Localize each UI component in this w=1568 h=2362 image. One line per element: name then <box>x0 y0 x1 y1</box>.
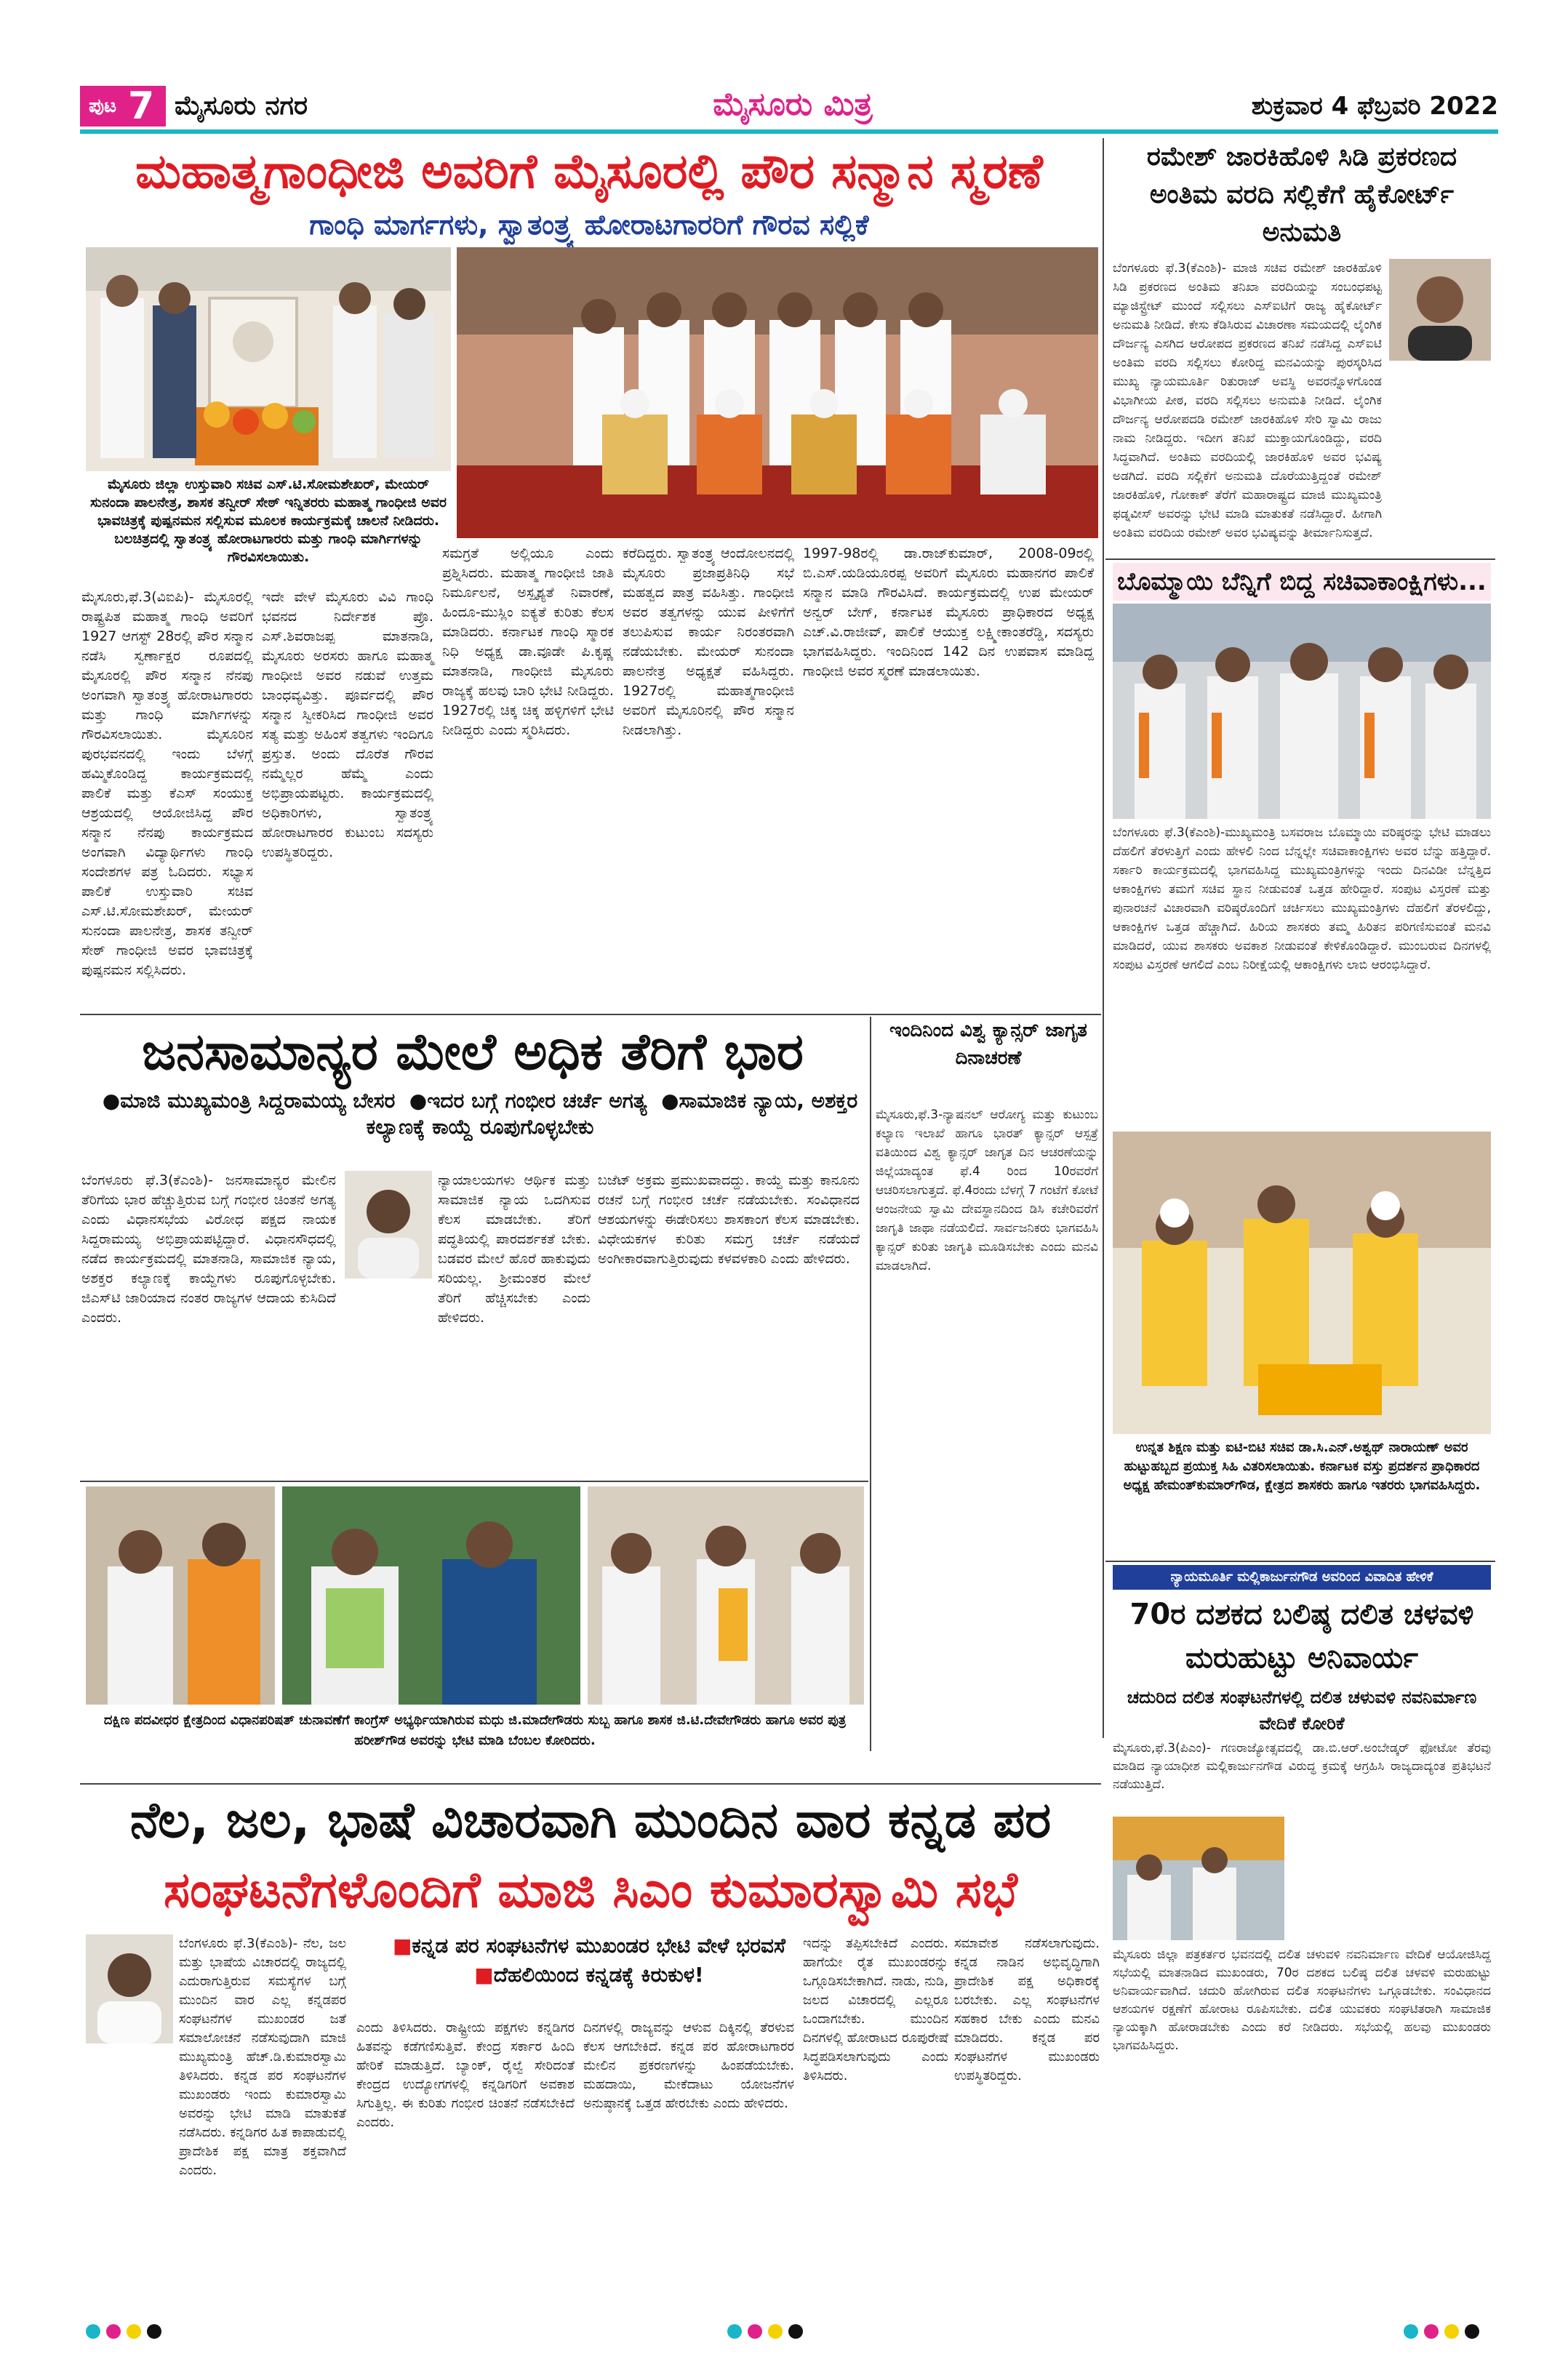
section-divider <box>80 1783 1101 1785</box>
story-rj-body: ಬೆಂಗಳೂರು ಫೆ.3(ಕೆಎಂಶಿ)- ಮಾಜಿ ಸಚಿವ ರಮೇಶ್ ಜಾರಕಿಹೊಳಿ ಸಿಡಿ ಪ್ರಕರಣದ ಅಂತಿಮ ತನಿಖಾ ವರದಿಯನ್ನು ಸಂಬಂಧಪಟ್ಟ ಮ್ಯಾಜಿಸ್ಟ್ರೇಟ್ ಮುಂದೆ ಸಲ್ಲಿಸಲು ಎಸ್‌ಐಟಿಗೆ ರಾಜ್ಯ ಹೈಕೋರ್ಟ್ ಅನುಮತಿ ನೀಡಿದೆ. ಕೇಸು ಕೆಡಿಸಿರುವ ವಿಚಾರಣಾ ಸಮಯದಲ್ಲಿ ಲೈಂಗಿಕ ದೌರ್ಜನ್ಯ ಎಸಗಿದ ಆರೋಪದ ಪ್ರಕರಣದ ತನಿಖೆ ನಡೆಸಿದ್ದ ಎಸ್‌ಐಟಿ ಅಂತಿಮ ವರದಿ ಸಲ್ಲಿಸಲು ಕೋರಿದ್ದ ಮನವಿಯನ್ನು ಪುರಸ್ಕರಿಸಿದ ಮುಖ್ಯ ನ್ಯಾಯಮೂರ್ತಿ ರಿತುರಾಜ್ ಅವಸ್ಥಿ ಅವರನ್ನೊಳಗೊಂಡ ವಿಭಾಗೀಯ ಪೀಠ, ವರದಿ ಸಲ್ಲಿಸಲು ಅನುಮತಿ ನೀಡಿದೆ. ಲೈಂಗಿಕ ದೌರ್ಜನ್ಯ ಆರೋಪದಡಿ ರಮೇಶ್ ಜಾರಕಿಹೊಳಿ ಸೇರಿ ಸ್ವಾಮಿ ರಾಜು ನಾಮ ನೀಡಿದ್ದರು. ಇದೀಗ ತನಿಖೆ ಮುಕ್ತಾಯಗೊಂಡಿದ್ದು, ವರದಿ ಸಿದ್ಧವಾಗಿದೆ. ಅಂತಿಮ ವರದಿಯಲ್ಲಿ ಜಾರಕಿಹೊಳಿ ಅವರ ಭವಿಷ್ಯ ಅಡಗಿದೆ. ವರದಿ ಸಲ್ಲಿಕೆಗೆ ಅನುಮತಿ ದೊರೆಯುತ್ತಿದ್ದಂತೆ ರಮೇಶ್ ಜಾರಕಿಹೊಳಿ, ಗೋಕಾಕ್ ತೆರೆಗೆ ಮಹಾರಾಷ್ಟ್ರದ ಮಾಜಿ ಮುಖ್ಯಮಂತ್ರಿ ಫಡ್ನವೀಸ್ ಅವರನ್ನು ಭೇಟಿ ಮಾಡಿ ಮಾತುಕತೆ ನಡೆಸಿದ್ದಾರೆ. ಹೀಗಾಗಿ ಅಂತಿಮ ವರದಿಯ ರಮೇಶ್ ಅವರ ಭವಿಷ್ಯವನ್ನು ತೀರ್ಮಾನಿಸುತ್ತದೆ. <box>1113 261 1382 540</box>
story-cancer-body: ಮೈಸೂರು,ಫೆ.3-ನ್ಯಾಷನಲ್ ಆರೋಗ್ಯ ಮತ್ತು ಕುಟುಂಬ ಕಲ್ಯಾಣ ಇಲಾಖೆ ಹಾಗೂ ಭಾರತ್ ಕ್ಯಾನ್ಸರ್ ಆಸ್ಪತ್ರೆ ವತಿಯಿಂದ ವಿಶ್ವ ಕ್ಯಾನ್ಸರ್ ಜಾಗೃತ ದಿನ ಆಚರಣೆಯನ್ನು ಜಿಲ್ಲೆಯಾದ್ಯಂತ ಫೆ.4 ರಿಂದ 10ರವರೆಗೆ ಆಚರಿಸಲಾಗುತ್ತದೆ. ಫೆ.4ರಂದು ಬೆಳಗ್ಗೆ 7 ಗಂಟೆಗೆ ಕೋಟೆ ಆಂಜನೇಯ ಸ್ವಾಮಿ ದೇವಸ್ಥಾನದಿಂದ ಡಿಸಿ ಕಚೇರಿವರೆಗೆ ಜಾಗೃತಿ ಜಾಥಾ ನಡೆಯಲಿದೆ. ಸಾರ್ವಜನಿಕರು ಭಾಗವಹಿಸಿ ಕ್ಯಾನ್ಸರ್ ಕುರಿತು ಜಾಗೃತಿ ಮೂಡಿಸಬೇಕು ಎಂದು ಮನವಿ ಮಾಡಲಾಗಿದೆ. <box>876 1108 1098 1273</box>
story-cancer-headline: ಇಂದಿನಿಂದ ವಿಶ್ವ ಕ್ಯಾನ್ಸರ್ ಜಾಗೃತ ದಿನಾಚರಣೆ <box>889 1020 1087 1069</box>
story-bommai-headline: ಬೊಮ್ಮಾಯಿ ಬೆನ್ನಿಗೆ ಬಿದ್ದ ಸಚಿವಾಕಾಂಕ್ಷಿಗಳು... <box>1113 563 1491 601</box>
story-bommai-body: ಬೆಂಗಳೂರು ಫೆ.3(ಕೆಎಂಶಿ)-ಮುಖ್ಯಮಂತ್ರಿ ಬಸವರಾಜ ಬೊಮ್ಮಾಯಿ ವರಿಷ್ಠರನ್ನು ಭೇಟಿ ಮಾಡಲು ದೆಹಲಿಗೆ ತೆರಳುತ್ತಿಗೆ ಎಂದು ಹೇಳಲಿ ನಿಂದ ಬೆನ್ನಲ್ಲೇ ಸಚಿವಾಕಾಂಕ್ಷಿಗಳು ಅವರ ಬೆನ್ನು ಹತ್ತಿದ್ದಾರೆ. ಸರ್ಕಾರಿ ಕಾರ್ಯಕ್ರಮದಲ್ಲಿ ಭಾಗವಹಿಸಿದ್ದ ಮುಖ್ಯಮಂತ್ರಿಗಳನ್ನು ಇಂದು ದಿನವಿಡೀ ಬೆನ್ನತ್ತಿದ ಆಕಾಂಕ್ಷಿಗಳು ತಮಗೆ ಸಚಿವ ಸ್ಥಾನ ನೀಡುವಂತೆ ಒತ್ತಡ ಹೇರಿದ್ದಾರೆ. ಸಂಪುಟ ವಿಸ್ತರಣೆ ಮತ್ತು ಪುನಾರಚನೆ ವಿಚಾರವಾಗಿ ವರಿಷ್ಠರೊಂದಿಗೆ ಚರ್ಚಿಸಲು ಮುಖ್ಯಮಂತ್ರಿಗಳು ದೆಹಲಿಗೆ ತೆರಳಲಿದ್ದು, ಆಕಾಂಕ್ಷಿಗಳ ಒತ್ತಡ ಹೆಚ್ಚಾಗಿದೆ. ಹಿರಿಯ ಶಾಸಕರು ತಮ್ಮ ಹಿರಿತನ ಪರಿಗಣಿಸುವಂತೆ ಮನವಿ ಮಾಡಿದರೆ, ಯುವ ಶಾಸಕರು ಅವಕಾಶ ನೀಡುವಂತೆ ಕೇಳಿಕೊಂಡಿದ್ದಾರೆ. ಮುಂಬರುವ ದಿನಗಳಲ್ಲಿ ಸಂಪುಟ ವಿಸ್ತರಣೆ ಆಗಲಿದೆ ಎಂಬ ನಿರೀಕ್ಷೆಯಲ್ಲಿ ಆಕಾಂಕ್ಷಿಗಳು ಲಾಬಿ ಆರಂಭಿಸಿದ್ದಾರೆ. <box>1113 825 1491 972</box>
print-registration-marks <box>86 2324 173 2342</box>
story-sidd-bullet1: ಮಾಜಿ ಮುಖ್ಯಮಂತ್ರಿ ಸಿದ್ದರಾಮಯ್ಯ ಬೇಸರ <box>120 1089 396 1113</box>
newspaper-logo: ಮೈಸೂರು ಮಿತ್ರ <box>713 86 873 123</box>
madhu-madegowda-photo-1 <box>86 1486 275 1705</box>
story-sidd-bullet2: ಇದರ ಬಗ್ಗೆ ಗಂಭೀರ ಚರ್ಚೆ ಅಗತ್ಯ <box>427 1089 647 1113</box>
story-rj-body-cont <box>1113 372 1491 554</box>
story1-col2: ಇದೇ ವೇಳೆ ಮೈಸೂರು ವಿವಿ ಗಾಂಧಿ ಭವನದ ನಿರ್ದೇಶಕ ಪ್ರೊ. ಎಸ್.ಶಿವರಾಜಪ್ಪ ಮಾತನಾಡಿ, ಮೈಸೂರು ಅರಸರು ಹಾಗೂ ಮಹಾತ್ಮ ಗಾಂಧೀಜಿ ಅವರ ನಡುವೆ ಉತ್ತಮ ಬಾಂಧವ್ಯವಿತ್ತು. ಪೂರ್ವದಲ್ಲಿ ಪೌರ ಸನ್ಮಾನ ಸ್ವೀಕರಿಸಿದ ಗಾಂಧೀಜಿ ಅವರ ಸತ್ಯ ಮತ್ತು ಅಹಿಂಸೆ ತತ್ವಗಳು ಇಂದಿಗೂ ಪ್ರಸ್ತುತ. ಅಂದು ದೊರೆತ ಗೌರವ ನಮ್ಮೆಲ್ಲರ ಹೆಮ್ಮೆ ಎಂದು ಅಭಿಪ್ರಾಯಪಟ್ಟರು. ಕಾರ್ಯಕ್ರಮದಲ್ಲಿ ಅಧಿಕಾರಿಗಳು, ಸ್ವಾತಂತ್ರ್ಯ ಹೋರಾಟಗಾರರ ಕುಟುಂಬ ಸದಸ್ಯರು ಉಪಸ್ಥಿತರಿದ್ದರು. <box>262 589 433 860</box>
gandhi-tribute-photo <box>86 247 451 471</box>
dalit-meeting-photo <box>1113 1817 1284 1940</box>
story-hdk-headline2: ಸಂಘಟನೆಗಳೊಂದಿಗೆ ಮಾಜಿ ಸಿಎಂ ಕುಮಾರಸ್ವಾಮಿ ಸಭೆ <box>164 1862 1017 1919</box>
story-70-kicker: ನ್ಯಾಯಮೂರ್ತಿ ಮಲ್ಲಿಕಾರ್ಜುನಗೌಡ ಅವರಿಂದ ವಿವಾದಿತ ಹೇಳಿಕೆ <box>1113 1565 1491 1590</box>
story1-photo-caption: ಮೈಸೂರು ಜಿಲ್ಲಾ ಉಸ್ತುವಾರಿ ಸಚಿವ ಎಸ್.ಟಿ.ಸೋಮಶೇಖರ್, ಮೇಯರ್ ಸುನಂದಾ ಪಾಲನೇತ್ರ, ಶಾಸಕ ತನ್ವೀರ್ ಸೇಠ್ ಇನ್ನಿತರರು ಮಹಾತ್ಮ ಗಾಂಧೀಜಿ ಅವರ ಭಾವಚಿತ್ರಕ್ಕೆ ಪುಷ್ಪನಮನ ಸಲ್ಲಿಸುವ ಮೂಲಕ ಕಾರ್ಯಕ್ರಮಕ್ಕೆ ಚಾಲನೆ ನೀಡಿದರು. ಬಲಚಿತ್ರದಲ್ಲಿ ಸ್ವಾತಂತ್ರ್ಯ ಹೋರಾಟಗಾರರು ಮತ್ತು ಗಾಂಧಿ ಮಾರ್ಗಿಗಳನ್ನು ಗೌರವಿಸಲಾಯಿತು. <box>89 476 447 565</box>
story-70-subhead: ಚದುರಿದ ದಲಿತ ಸಂಘಟನೆಗಳಲ್ಲಿ ದಲಿತ ಚಳುವಳಿ ನವನಿರ್ಮಾಣ ವೇದಿಕೆ ಕೋರಿಕೆ <box>1127 1687 1477 1734</box>
section-divider <box>1105 559 1495 560</box>
bullet-icon: ■ <box>392 1934 412 1958</box>
story-70-body2: ಮೈಸೂರು ಜಿಲ್ಲಾ ಪತ್ರಕರ್ತರ ಭವನದಲ್ಲಿ ದಲಿತ ಚಳುವಳಿ ನವನಿರ್ಮಾಣ ವೇದಿಕೆ ಆಯೋಜಿಸಿದ್ದ ಸಭೆಯಲ್ಲಿ ಮಾತನಾಡಿದ ಮುಖಂಡರು, 70ರ ದಶಕದ ಬಲಿಷ್ಠ ದಲಿತ ಚಳವಳಿ ಮರುಹುಟ್ಟು ಅನಿವಾರ್ಯವಾಗಿದೆ. ಚದುರಿ ಹೋಗಿರುವ ದಲಿತ ಸಂಘಟನೆಗಳು ಒಗ್ಗೂಡಬೇಕು. ಸಂವಿಧಾನದ ಆಶಯಗಳ ರಕ್ಷಣೆಗೆ ಹೋರಾಟ ರೂಪಿಸಬೇಕು. ದಲಿತ ಯುವಕರು ಸಂಘಟಿತರಾಗಿ ಸಾಮಾಜಿಕ ನ್ಯಾಯಕ್ಕಾಗಿ ಹೋರಾಡಬೇಕು ಎಂದು ಕರೆ ನೀಡಿದರು. ಸಭೆಯಲ್ಲಿ ಹಲವು ಮುಖಂಡರು ಭಾಗವಹಿಸಿದ್ದರು. <box>1113 1947 1491 2053</box>
story-hdk-bullets <box>356 1931 822 2013</box>
story-rj-headline: ರಮೇಶ್ ಜಾರಕಿಹೊಳಿ ಸಿಡಿ ಪ್ರಕರಣದ ಅಂತಿಮ ವರದಿ ಸಲ್ಲಿಕೆಗೆ ಹೈಕೋರ್ಟ್ ಅನುಮತಿ <box>1146 142 1457 247</box>
section-divider <box>80 1014 1101 1015</box>
story-hdk-bullet1: ಕನ್ನಡ ಪರ ಸಂಘಟನೆಗಳ ಮುಖಂಡರ ಭೇಟಿ ವೇಳೆ ಭರವಸೆ <box>412 1934 786 1958</box>
story1-col4: ಕರೆದಿದ್ದರು. ಸ್ವಾತಂತ್ರ್ಯ ಆಂದೋಲನದಲ್ಲಿ ಮೈಸೂರು ಪ್ರಜಾಪ್ರತಿನಿಧಿ ಸಭೆ ಮಹತ್ವದ ಪಾತ್ರ ವಹಿಸಿತ್ತು. ಗಾಂಧೀಜಿ ಅವರ ತತ್ವಗಳನ್ನು ಯುವ ಪೀಳಿಗೆಗೆ ತಲುಪಿಸುವ ಕಾರ್ಯ ನಿರಂತರವಾಗಿ ನಡೆಯಬೇಕು. ಮೇಯರ್ ಸುನಂದಾ ಪಾಲನೇತ್ರ ಅಧ್ಯಕ್ಷತೆ ವಹಿಸಿದ್ದರು. 1927ರಲ್ಲಿ ಮಹಾತ್ಮಗಾಂಧೀಜಿ ಅವರಿಗೆ ಮೈಸೂರಿನಲ್ಲಿ ಪೌರ ಸನ್ಮಾನ ನೀಡಲಾಗಿತ್ತು. <box>623 545 794 738</box>
story-sidd-bullet3: ಸಾಮಾಜಿಕ ನ್ಯಾಯ, ಅಶಕ್ತರ ಕಲ್ಯಾಣಕ್ಕೆ ಕಾಯ್ದೆ ರೂಪುಗೊಳ್ಳಬೇಕು <box>366 1089 858 1139</box>
story1-headline: ಮಹಾತ್ಮಗಾಂಧೀಜಿ ಅವರಿಗೆ ಮೈಸೂರಲ್ಲಿ ಪೌರ ಸನ್ಮಾನ ಸ್ಮರಣೆ <box>135 143 1043 199</box>
madhu-madegowda-photo-2 <box>282 1486 580 1705</box>
story-sidd-col1: ಬೆಂಗಳೂರು ಫೆ.3(ಕೆಎಂಶಿ)- ಜನಸಾಮಾನ್ಯರ ಮೇಲಿನ ತೆರಿಗೆಯ ಭಾರ ಹೆಚ್ಚುತ್ತಿರುವ ಬಗ್ಗೆ ಗಂಭೀರ ಚಿಂತನೆ ಅಗತ್ಯ ಎಂದು ವಿಧಾನಸಭೆಯ ವಿರೋಧ ಪಕ್ಷದ ನಾಯಕ ಸಿದ್ದರಾಮಯ್ಯ ಅಭಿಪ್ರಾಯಪಟ್ಟಿದ್ದಾರೆ. ವಿಧಾನಸೌಧದಲ್ಲಿ ನಡೆದ ಕಾರ್ಯಕ್ರಮದಲ್ಲಿ ಮಾತನಾಡಿ, ಸಾಮಾಜಿಕ ನ್ಯಾಯ, ಅಶಕ್ತರ ಕಲ್ಯಾಣಕ್ಕೆ ಕಾಯ್ದೆಗಳು ರೂಪುಗೊಳ್ಳಬೇಕು. ಜಿಎಸ್‌ಟಿ ಜಾರಿಯಾದ ನಂತರ ರಾಜ್ಯಗಳ ಆದಾಯ ಕುಸಿದಿದೆ ಎಂದರು. <box>81 1172 336 1326</box>
page-number: 7 <box>128 84 155 128</box>
story-hdk-col2: ಎಂದು ತಿಳಿಸಿದರು. ರಾಷ್ಟ್ರೀಯ ಪಕ್ಷಗಳು ಕನ್ನಡಿಗರ ಹಿತವನ್ನು ಕಡೆಗಣಿಸುತ್ತಿವೆ. ಕೇಂದ್ರ ಸರ್ಕಾರ ಹಿಂದಿ ಹೇರಿಕೆ ಮಾಡುತ್ತಿದೆ. ಬ್ಯಾಂಕ್, ರೈಲ್ವೆ ಸೇರಿದಂತೆ ಕೇಂದ್ರದ ಉದ್ಯೋಗಗಳಲ್ಲಿ ಕನ್ನಡಿಗರಿಗೆ ಅವಕಾಶ ಸಿಗುತ್ತಿಲ್ಲ. ಈ ಕುರಿತು ಗಂಭೀರ ಚಿಂತನೆ ನಡೆಸಬೇಕಿದೆ ಎಂದರು. <box>356 2020 575 2130</box>
bommai-aspirants-photo <box>1113 604 1491 819</box>
bullet-icon: ● <box>102 1089 121 1113</box>
story-70-headline: 70ರ ದಶಕದ ಬಲಿಷ್ಠ ದಲಿತ ಚಳವಳಿ ಮರುಹುಟ್ಟು ಅನಿವಾರ್ಯ <box>1129 1598 1474 1675</box>
right-photo-caption: ಉನ್ನತ ಶಿಕ್ಷಣ ಮತ್ತು ಐಟಿ-ಬಿಟಿ ಸಚಿವ ಡಾ.ಸಿ.ಎನ್.ಅಶ್ವಥ್ ನಾರಾಯಣ್ ಅವರ ಹುಟ್ಟುಹಬ್ಬದ ಪ್ರಯುಕ್ತ ಸಿಹಿ ವಿತರಿಸಲಾಯಿತು. ಕರ್ನಾಟಕ ವಸ್ತು ಪ್ರದರ್ಶನ ಪ್ರಾಧಿಕಾರದ ಅಧ್ಯಕ್ಷ ಹೇಮಂತ್‌ಕುಮಾರ್‌ಗೌಡ, ಕ್ಷೇತ್ರದ ಶಾಸಕರು ಹಾಗೂ ಇತರರು ಭಾಗವಹಿಸಿದ್ದರು. <box>1123 1440 1481 1493</box>
column-divider <box>870 1017 871 1751</box>
left-photo-caption: ದಕ್ಷಿಣ ಪದವೀಧರ ಕ್ಷೇತ್ರದಿಂದ ವಿಧಾನಪರಿಷತ್ ಚುನಾವಣೆಗೆ ಕಾಂಗ್ರೆಸ್ ಅಭ್ಯರ್ಥಿಯಾಗಿರುವ ಮಧು ಜಿ.ಮಾದೇಗೌಡರು ಸುಬ್ಬ ಹಾಗೂ ಶಾಸಕ ಜಿ.ಟಿ.ದೇವೇಗೌಡರು ಹಾಗೂ ಅವರ ಪುತ್ರ ಹರೀಶ್‌ಗೌಡ ಅವರನ್ನು ಭೇಟಿ ಮಾಡಿ ಬೆಂಬಲ ಕೋರಿದರು. <box>103 1713 847 1748</box>
story-sidd-headline: ಜನಸಾಮಾನ್ಯರ ಮೇಲೆ ಅಧಿಕ ತೆರಿಗೆ ಭಾರ <box>142 1022 804 1081</box>
page-label: ಪುಟ <box>89 95 117 117</box>
story-70-body1: ಮೈಸೂರು,ಫೆ.3(ಪಿಎಂ)- ಗಣರಾಜ್ಯೋತ್ಸವದಲ್ಲಿ ಡಾ.ಬಿ.ಆರ್.ಅಂಬೇಡ್ಕರ್ ಫೋಟೋ ತೆರವು ಮಾಡಿದ ನ್ಯಾಯಾಧೀಶ ಮಲ್ಲಿಕಾರ್ಜುನಗೌಡ ವಿರುದ್ಧ ಕ್ರಮಕ್ಕೆ ಆಗ್ರಹಿಸಿ ರಾಜ್ಯದಾದ್ಯಂತ ಪ್ರತಿಭಟನೆ ನಡೆಯುತ್ತಿದೆ. <box>1113 1741 1491 1792</box>
masthead-rule <box>80 129 1498 134</box>
section-title: ಮೈಸೂರು ನಗರ <box>175 91 308 121</box>
story-hdk-col4: ಇದನ್ನು ತಪ್ಪಿಸಬೇಕಿದೆ ಎಂದರು. ಹಾಗೆಯೇ ರೈತ ಮುಖಂಡರನ್ನು ಒಗ್ಗೂಡಿಸಬೇಕಾಗಿದೆ. ನಾಡು, ನುಡಿ, ಜಲದ ವಿಚಾರದಲ್ಲಿ ಎಲ್ಲರೂ ಒಂದಾಗಬೇಕು. ಮುಂದಿನ ದಿನಗಳಲ್ಲಿ ಹೋರಾಟದ ರೂಪುರೇಷೆ ಸಿದ್ಧಪಡಿಸಲಾಗುವುದು ಎಂದು ತಿಳಿಸಿದರು. <box>803 1936 948 2083</box>
column-divider <box>1103 138 1104 1738</box>
siddaramaiah-photo <box>345 1171 432 1278</box>
story-hdk-col3: ದಿನಗಳಲ್ಲಿ ರಾಜ್ಯವನ್ನು ಆಳುವ ದಿಕ್ಕಿನಲ್ಲಿ ತೆರಳುವ ಕೆಲಸ ಆಗಬೇಕಿದೆ. ಕನ್ನಡ ಪರ ಹೋರಾಟಗಾರರ ಮೇಲಿನ ಪ್ರಕರಣಗಳನ್ನು ಹಿಂಪಡೆಯಬೇಕು. ಮಹದಾಯಿ, ಮೇಕೆದಾಟು ಯೋಜನೆಗಳ ಅನುಷ್ಠಾನಕ್ಕೆ ಒತ್ತಡ ಹೇರಬೇಕು ಎಂದು ಹೇಳಿದರು. <box>583 2020 794 2111</box>
cancer-awareness-photo <box>1113 1132 1491 1434</box>
story-sidd-col3: ಬಜೆಟ್ ಅಕ್ರಮ ಪ್ರಮುಖವಾದದ್ದು. ಕಾಯ್ದೆ ಮತ್ತು ಕಾನೂನು ರಚನೆ ಬಗ್ಗೆ ಗಂಭೀರ ಚರ್ಚೆ ನಡೆಯಬೇಕು. ಸಂವಿಧಾನದ ಆಶಯಗಳನ್ನು ಈಡೇರಿಸಲು ಶಾಸಕಾಂಗ ಕೆಲಸ ಮಾಡಬೇಕು. ವಿಧೇಯಕಗಳ ಕುರಿತು ಸಮಗ್ರ ಚರ್ಚೆ ನಡೆಯದೆ ಅಂಗೀಕಾರವಾಗುತ್ತಿರುವುದು ಕಳವಳಕಾರಿ ಎಂದು ಹೇಳಿದರು. <box>598 1172 860 1267</box>
kumaraswamy-photo <box>86 1934 173 2043</box>
story-hdk-headline1: ನೆಲ, ಜಲ, ಭಾಷೆ ವಿಚಾರವಾಗಿ ಮುಂದಿನ ವಾರ ಕನ್ನಡ ಪರ <box>129 1792 1052 1849</box>
story-sidd-bullets <box>95 1088 865 1168</box>
story-hdk-bullet2: ದೆಹಲಿಯಿಂದ ಕನ್ನಡಕ್ಕೆ ಕಿರುಕುಳ! <box>493 1963 704 1987</box>
print-registration-marks <box>727 2324 815 2342</box>
issue-date: ಶುಕ್ರವಾರ 4 ಫೆಬ್ರವರಿ 2022 <box>1251 92 1498 121</box>
story-hdk-col5: ಸಮಾವೇಶ ನಡೆಸಲಾಗುವುದು. ಕನ್ನಡ ನಾಡಿನ ಅಭಿವೃದ್ಧಿಗಾಗಿ ಪ್ರಾದೇಶಿಕ ಪಕ್ಷ ಅಧಿಕಾರಕ್ಕೆ ಬರಬೇಕು. ಎಲ್ಲ ಸಂಘಟನೆಗಳ ಸಹಕಾರ ಬೇಕು ಎಂದು ಮನವಿ ಮಾಡಿದರು. ಕನ್ನಡ ಪರ ಸಂಘಟನೆಗಳ ಮುಖಂಡರು ಉಪಸ್ಥಿತರಿದ್ದರು. <box>954 1936 1100 2083</box>
bullet-icon: ● <box>409 1089 428 1113</box>
bullet-icon: ● <box>661 1089 679 1113</box>
section-divider <box>80 1481 868 1482</box>
bullet-icon: ■ <box>474 1963 494 1987</box>
section-divider <box>1105 1561 1495 1562</box>
print-registration-marks <box>1404 2324 1491 2342</box>
story-hdk-col1: ಬೆಂಗಳೂರು ಫೆ.3(ಕೆಎಂಶಿ)- ನೆಲ, ಜಲ ಮತ್ತು ಭಾಷೆಯ ವಿಚಾರದಲ್ಲಿ ರಾಜ್ಯದಲ್ಲಿ ಎದುರಾಗುತ್ತಿರುವ ಸಮಸ್ಯೆಗಳ ಬಗ್ಗೆ ಮುಂದಿನ ವಾರ ಎಲ್ಲ ಕನ್ನಡಪರ ಸಂಘಟನೆಗಳ ಮುಖಂಡರ ಜತೆ ಸಮಾಲೋಚನೆ ನಡೆಸುವುದಾಗಿ ಮಾಜಿ ಮುಖ್ಯಮಂತ್ರಿ ಹೆಚ್.ಡಿ.ಕುಮಾರಸ್ವಾಮಿ ತಿಳಿಸಿದರು. ಕನ್ನಡ ಪರ ಸಂಘಟನೆಗಳ ಮುಖಂಡರು ಇಂದು ಕುಮಾರಸ್ವಾಮಿ ಅವರನ್ನು ಭೇಟಿ ಮಾಡಿ ಮಾತುಕತೆ ನಡೆಸಿದರು. ಕನ್ನಡಿಗರ ಹಿತ ಕಾಪಾಡುವಲ್ಲಿ ಪ್ರಾದೇಶಿಕ ಪಕ್ಷ ಮಾತ್ರ ಶಕ್ತವಾಗಿದೆ ಎಂದರು. <box>179 1936 346 2178</box>
ramesh-jarkiholi-photo <box>1389 259 1491 361</box>
madhu-madegowda-photo-3 <box>588 1486 864 1705</box>
story1-col3: ಸಮಗ್ರತೆ ಅಲ್ಲಿಯೂ ಎಂದು ಪ್ರಶ್ನಿಸಿದರು. ಮಹಾತ್ಮ ಗಾಂಧೀಜಿ ಜಾತಿ ನಿರ್ಮೂಲನೆ, ಅಸ್ಪೃಶ್ಯತೆ ನಿವಾರಣೆ, ಹಿಂದೂ-ಮುಸ್ಲಿಂ ಐಕ್ಯತೆ ಕುರಿತು ಕೆಲಸ ಮಾಡಿದರು. ಕರ್ನಾಟಕ ಗಾಂಧಿ ಸ್ಮಾರಕ ನಿಧಿ ಅಧ್ಯಕ್ಷ ಡಾ.ವೂಡೇ ಪಿ.ಕೃಷ್ಣ ಮಾತನಾಡಿ, ಗಾಂಧೀಜಿ ಮೈಸೂರು ರಾಜ್ಯಕ್ಕೆ ಹಲವು ಬಾರಿ ಭೇಟಿ ನೀಡಿದ್ದರು. 1927ರಲ್ಲಿ ಚಿಕ್ಕ ಚಿಕ್ಕ ಹಳ್ಳಿಗಳಿಗೆ ಭೇಟಿ ನೀಡಿದ್ದರು ಎಂದು ಸ್ಮರಿಸಿದರು. <box>442 545 614 738</box>
story1-subhead: ಗಾಂಧಿ ಮಾರ್ಗಗಳು, ಸ್ವಾತಂತ್ರ್ಯ ಹೋರಾಟಗಾರರಿಗೆ ಗೌರವ ಸಲ್ಲಿಕೆ <box>309 209 869 241</box>
story-sidd-col2: ನ್ಯಾಯಾಲಯಗಳು ಆರ್ಥಿಕ ಮತ್ತು ಸಾಮಾಜಿಕ ನ್ಯಾಯ ಒದಗಿಸುವ ಕೆಲಸ ಮಾಡಬೇಕು. ತೆರಿಗೆ ಪದ್ಧತಿಯಲ್ಲಿ ಪಾರದರ್ಶಕತೆ ಬೇಕು. ಬಡವರ ಮೇಲೆ ಹೊರೆ ಹಾಕುವುದು ಸರಿಯಲ್ಲ. ಶ್ರೀಮಂತರ ಮೇಲೆ ತೆರಿಗೆ ಹೆಚ್ಚಿಸಬೇಕು ಎಂದು ಹೇಳಿದರು. <box>438 1172 591 1326</box>
freedom-fighters-photo <box>457 247 1098 538</box>
story1-col1: ಮೈಸೂರು,ಫೆ.3(ವಿಐಪಿ)- ಮೈಸೂರಲ್ಲಿ ರಾಷ್ಟ್ರಪಿತ ಮಹಾತ್ಮ ಗಾಂಧಿ ಅವರಿಗೆ 1927 ಆಗಸ್ಟ್ 28ರಲ್ಲಿ ಪೌರ ಸನ್ಮಾನ ನಡೆಸಿ ಸ್ವರ್ಣಾಕ್ಷರ ರೂಪದಲ್ಲಿ ಮೈಸೂರಲ್ಲಿ ಪೌರ ಸನ್ಮಾನ ನೆನಪು ಅಂಗವಾಗಿ ಸ್ವಾತಂತ್ರ್ಯ ಹೋರಾಟಗಾರರು ಮತ್ತು ಗಾಂಧಿ ಮಾರ್ಗಿಗಳನ್ನು ಗೌರವಿಸಲಾಯಿತು. ಮೈಸೂರಿನ ಪುರಭವನದಲ್ಲಿ ಇಂದು ಬೆಳಗ್ಗೆ ಹಮ್ಮಿಕೊಂಡಿದ್ದ ಕಾರ್ಯಕ್ರಮದಲ್ಲಿ ಪಾಲಿಕೆ ಮತ್ತು ಕೆಎಸ್ ಸಂಯುಕ್ತ ಆಶ್ರಯದಲ್ಲಿ ಆಯೋಜಿಸಿದ್ದ ಪೌರ ಸನ್ಮಾನ ನೆನಪು ಕಾರ್ಯಕ್ರಮದ ಅಂಗವಾಗಿ ವಿದ್ಯಾರ್ಥಿಗಳು ಗಾಂಧಿ ಸಂದೇಶಗಳ ಪತ್ರ ಓದಿದರು. ಸಭ್ಯಾಸ ಪಾಲಿಕೆ ಉಸ್ತುವಾರಿ ಸಚಿವ ಎಸ್.ಟಿ.ಸೋಮಶೇಖರ್, ಮೇಯರ್ ಸುನಂದಾ ಪಾಲನೇತ್ರ, ಶಾಸಕ ತನ್ವೀರ್ ಸೇಠ್ ಗಾಂಧೀಜಿ ಅವರ ಭಾವಚಿತ್ರಕ್ಕೆ ಪುಷ್ಪನಮನ ಸಲ್ಲಿಸಿದರು. <box>81 589 253 978</box>
story1-col5: 1997-98ರಲ್ಲಿ ಡಾ.ರಾಜ್‌ಕುಮಾರ್, 2008-09ರಲ್ಲಿ ಬಿ.ಎಸ್.ಯಡಿಯೂರಪ್ಪ ಅವರಿಗೆ ಮೈಸೂರು ಮಹಾನಗರ ಪಾಲಿಕೆ ಸನ್ಮಾನ ಮಾಡಿ ಗೌರವಿಸಿದೆ. ಕಾರ್ಯಕ್ರಮದಲ್ಲಿ ಉಪ ಮೇಯರ್ ಅನ್ವರ್ ಬೇಗ್, ಕರ್ನಾಟಕ ಮೈಸೂರು ಪ್ರಾಧಿಕಾರದ ಅಧ್ಯಕ್ಷ ಎಚ್.ವಿ.ರಾಜೀವ್, ಪಾಲಿಕೆ ಆಯುಕ್ತ ಲಕ್ಷ್ಮೀಕಾಂತರೆಡ್ಡಿ, ಸದಸ್ಯರು ಭಾಗವಹಿಸಿದ್ದರು. ಇಂದಿನಿಂದ 142 ದಿನ ಉಪವಾಸ ಮಾಡಿದ್ದ ಗಾಂಧೀಜಿ ಅವರ ಸ್ಮರಣೆ ಮಾಡಲಾಯಿತು. <box>803 545 1094 679</box>
page-number-badge <box>80 86 166 127</box>
